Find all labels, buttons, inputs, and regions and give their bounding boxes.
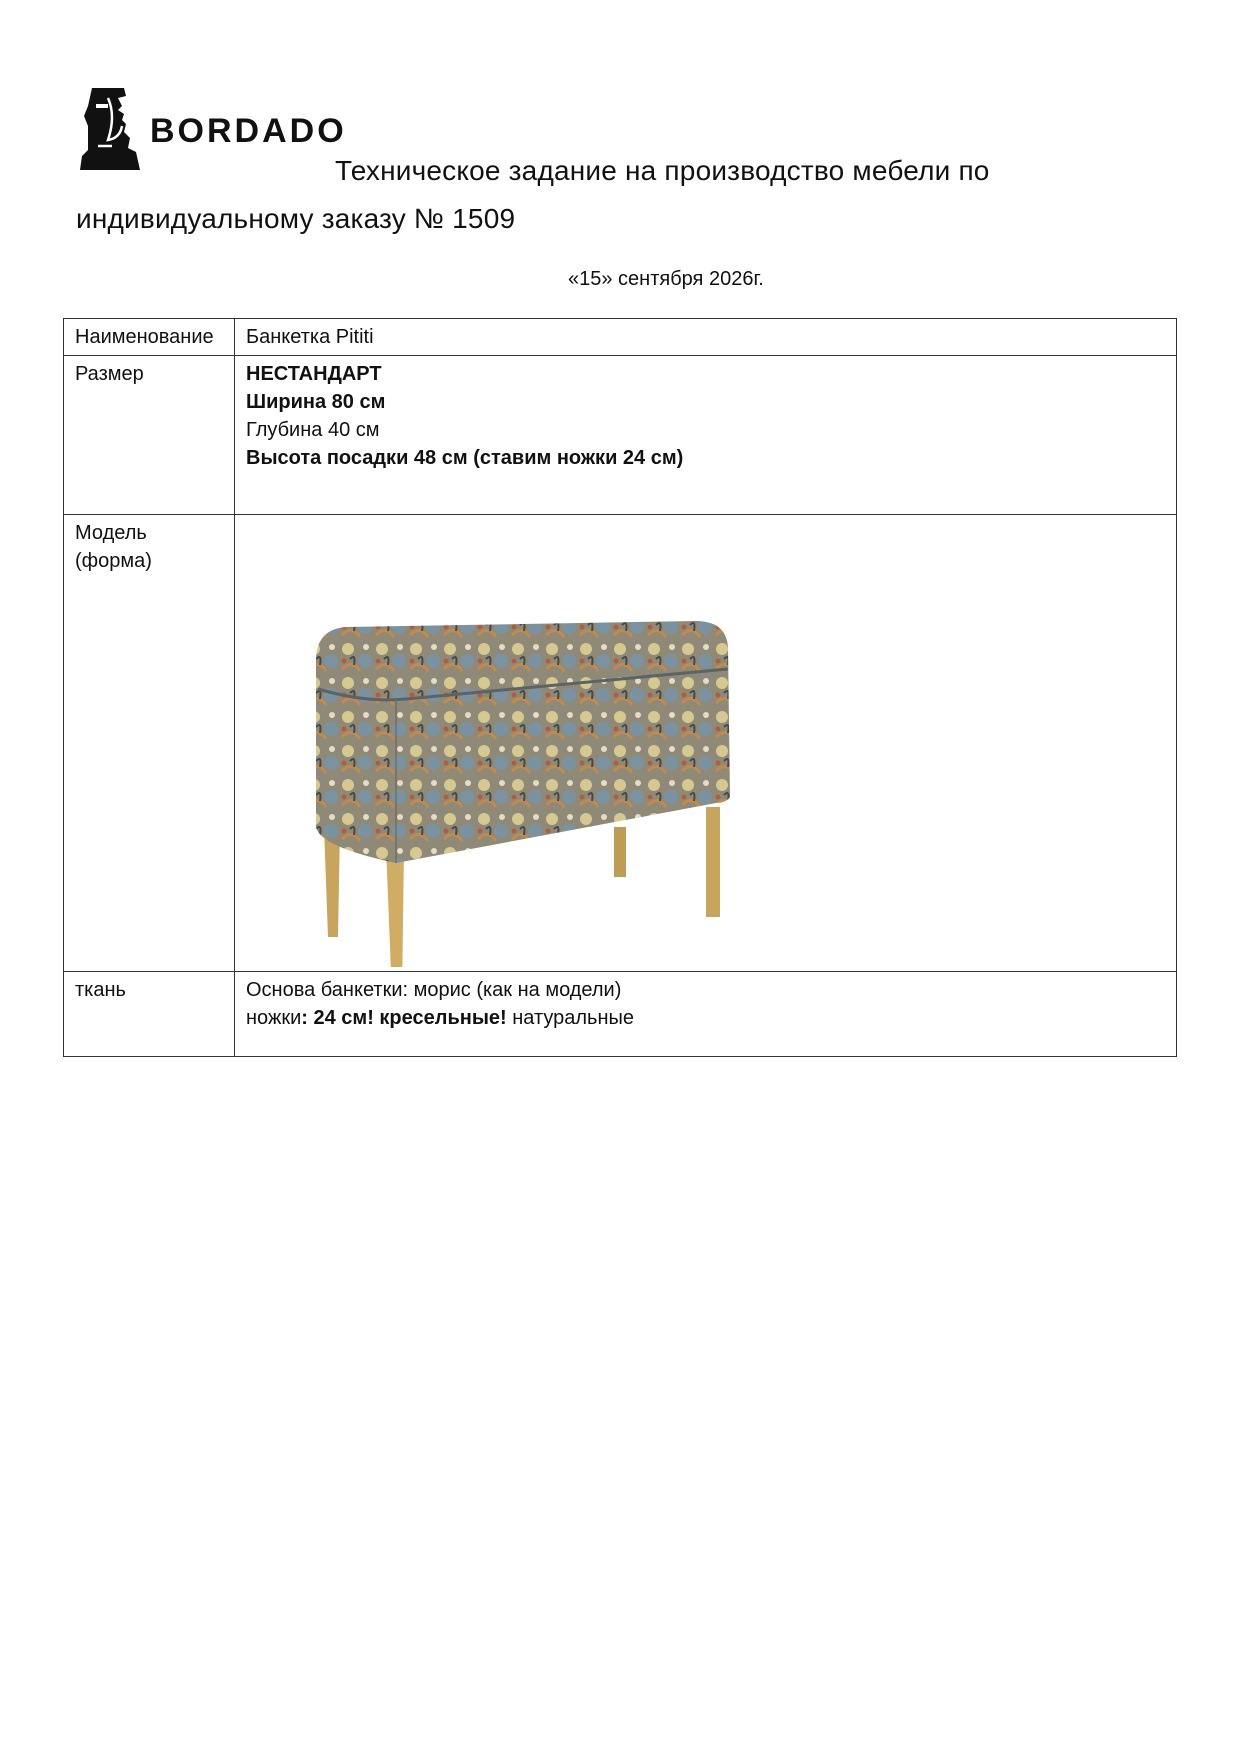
legs-prefix: ножки xyxy=(246,1007,302,1029)
document-title-line-1: Техническое задание на производство мебели по xyxy=(335,155,990,186)
table-row-fabric xyxy=(64,972,1177,1057)
legs-suffix: натуральные xyxy=(506,1007,635,1029)
name-value: Банкетка Pititi xyxy=(235,319,1177,356)
model-image-cell xyxy=(235,515,1177,972)
legs-bold: : 24 см! кресельные! xyxy=(301,1007,507,1029)
fabric-value xyxy=(235,972,1177,1057)
model-label-line-2: (форма) xyxy=(75,550,152,572)
bench-upholstery xyxy=(316,621,730,863)
model-label-line-1: Модель xyxy=(75,522,147,544)
model-label xyxy=(64,515,235,972)
bench-leg-back-right xyxy=(706,807,720,917)
spec-table xyxy=(63,318,1177,1057)
size-depth: Глубина 40 см xyxy=(246,419,380,441)
size-value xyxy=(235,356,1177,515)
moai-head-icon xyxy=(78,86,142,174)
name-label: Наименование xyxy=(64,319,235,356)
brand-name: BORDADO xyxy=(150,112,347,150)
size-nonstandard: НЕСТАНДАРТ xyxy=(246,363,382,385)
upholstered-bench-photo xyxy=(306,607,756,967)
table-row-model xyxy=(64,515,1177,972)
size-width: Ширина 80 см xyxy=(246,391,386,413)
table-row-name xyxy=(64,319,1177,356)
size-seat-height: Высота посадки 48 см (ставим ножки 24 см) xyxy=(246,447,684,469)
bench-leg-back-left xyxy=(614,827,626,877)
table-row-size xyxy=(64,356,1177,515)
fabric-label: ткань xyxy=(64,972,235,1057)
document-title-line-2: индивидуальному заказу № 1509 xyxy=(76,203,516,234)
bench-leg-front-right xyxy=(386,847,404,967)
size-label: Размер xyxy=(64,356,235,515)
fabric-line-1: Основа банкетки: морис (как на модели) xyxy=(246,979,622,1001)
fabric-line-2 xyxy=(246,1004,1165,1032)
document-date: «15» сентября 2026г. xyxy=(568,268,764,290)
